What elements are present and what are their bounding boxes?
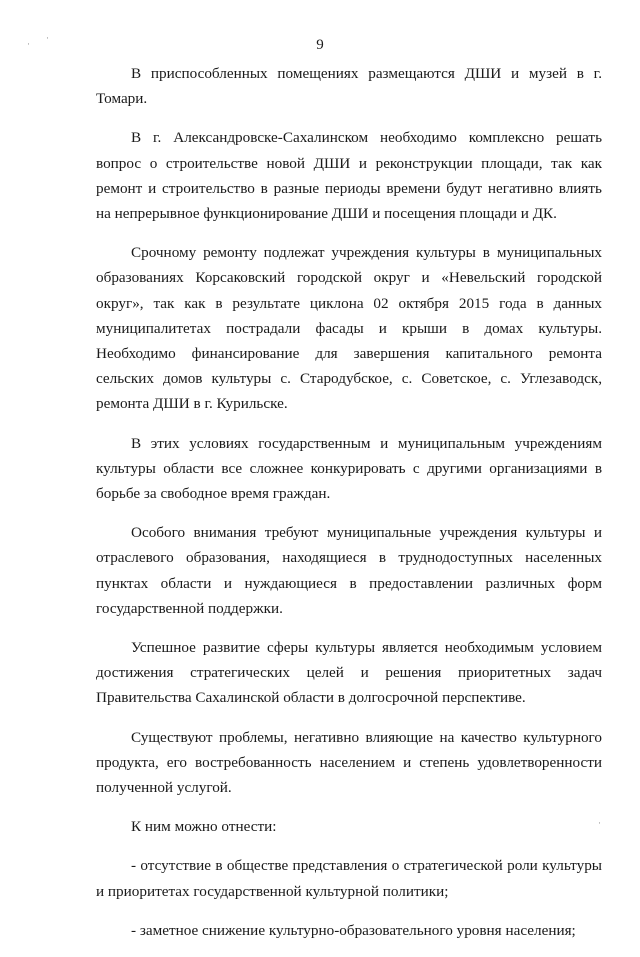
page-number: 9 <box>316 37 324 53</box>
paragraph: Успешное развитие сферы культуры является необходимым условием достижения стратегических целей и решения приоритетных задач Правительства Сахалинской области в долгосрочной перспективе. <box>96 639 602 707</box>
paragraph: В г. Александровске-Сахалинском необходимо комплексно решать вопрос о строительстве новой ДШИ и реконструкции площади, так как ремонт и строительство в разные периоды времени будут негативно влиять на непрерывное функционирование ДШИ и посещения площади и ДК. <box>96 129 602 223</box>
paragraph: К ним можно отнести: <box>131 818 277 836</box>
paragraph: В приспособленных помещениях размещаются ДШИ и музей в г. Томари. <box>96 65 602 108</box>
paragraph: Особого внимания требуют муниципальные учреждения культуры и отраслевого образования, находящиеся в труднодоступных населенных пунктах области и нуждающиеся в предоставлении различных форм государственной поддержки. <box>96 524 602 617</box>
list-item: - отсутствие в обществе представления о стратегической роли культуры и приоритетах государственной культурной политики; <box>96 857 602 900</box>
paragraph: В этих условиях государственным и муниципальным учреждениям культуры области все сложнее конкурировать с другими организациями в борьбе за свободное время граждан. <box>96 434 602 503</box>
paragraph: Существуют проблемы, негативно влияющие на качество культурного продукта, его востребованность населением и степень удовлетворенности полученной услугой. <box>96 728 602 797</box>
paragraph: Срочному ремонту подлежат учреждения культуры в муниципальных образованиях Корсаковский городской округ и «Невельский городской округ», так как в результате циклона 02 октября 2015 года в данных муниципалитетах пострадали фасады и крыши в домах культуры. Необходимо финансирование для завершения капитального ремонта сельских домов культуры с. Стародубское, с. Советское, с. Углезаводск, ремонта ДШИ в г. Курильске. <box>96 244 602 413</box>
document-body <box>96 61 602 957</box>
list-item: - заметное снижение культурно-образовательного уровня населения; <box>131 921 576 939</box>
scan-artifact: · <box>46 33 49 43</box>
scan-artifact: · <box>598 818 601 828</box>
scan-artifact: · <box>27 39 30 49</box>
